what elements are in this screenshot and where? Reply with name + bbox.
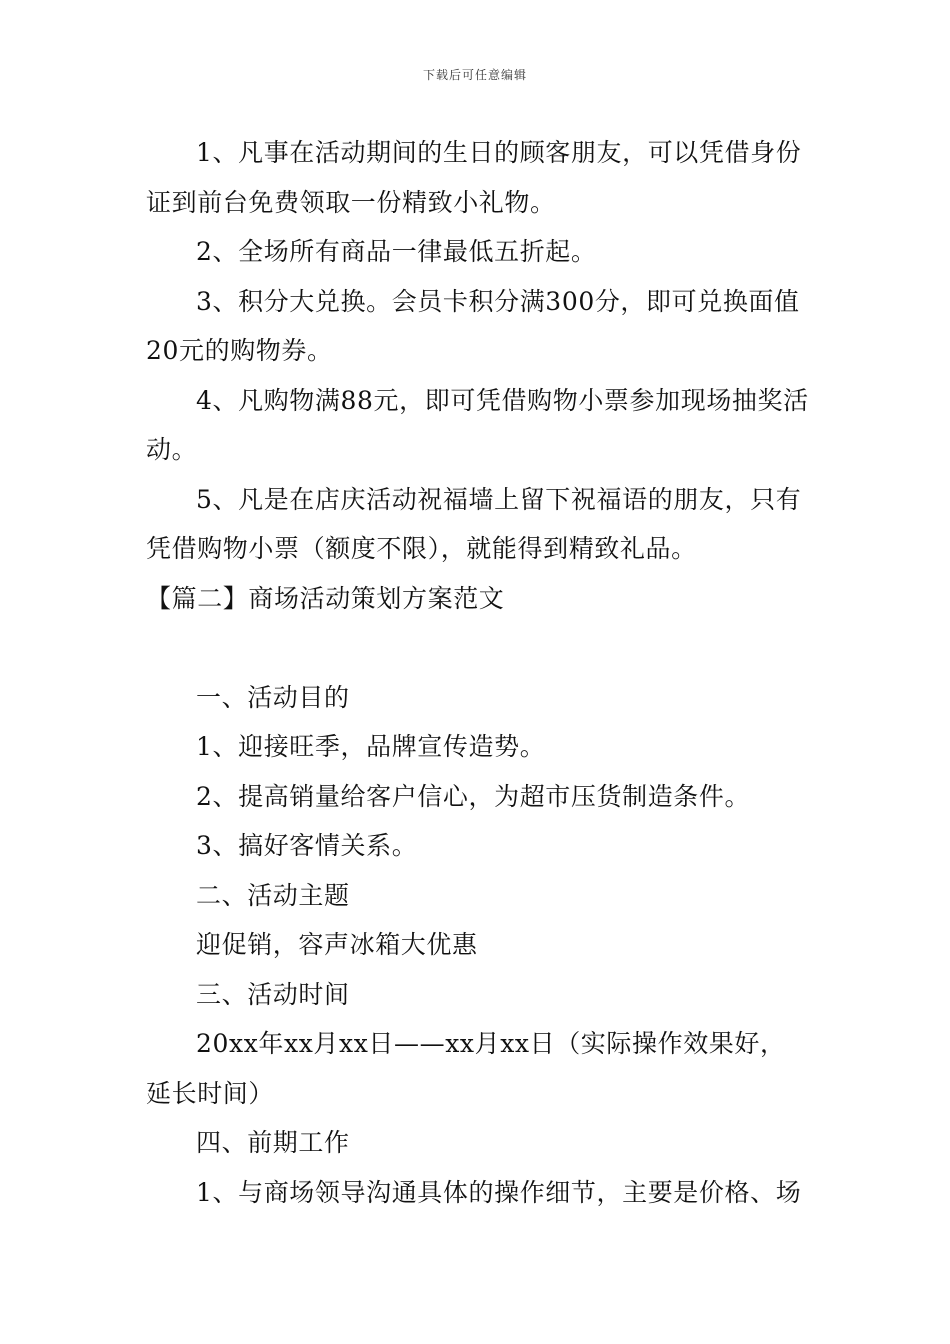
section-heading: 【篇二】商场活动策划方案范文 — [146, 583, 505, 613]
subsection-heading: 二、活动主题 — [196, 880, 350, 910]
paragraph-line: 3、搞好客情关系。 — [196, 831, 418, 860]
paragraph-line: 证到前台免费领取一份精致小礼物。 — [146, 187, 556, 217]
subsection-heading: 四、前期工作 — [196, 1128, 350, 1157]
page-header: 下载后可任意编辑 — [422, 68, 527, 82]
paragraph-line: 2、提高销量给客户信心，为超市压货制造条件。 — [196, 781, 751, 811]
paragraph-line: 1、迎接旺季，品牌宣传造势。 — [196, 732, 546, 761]
paragraph-line: 1、凡事在活动期间的生日的顾客朋友，可以凭借身份 — [196, 138, 802, 167]
paragraph-line: 4、凡购物满88元，即可凭借购物小票参加现场抽奖活 — [196, 385, 809, 415]
subsection-heading: 一、活动目的 — [196, 682, 350, 712]
paragraph-line: 5、凡是在店庆活动祝福墙上留下祝福语的朋友，只有 — [196, 484, 802, 514]
paragraph-line: 动。 — [146, 435, 198, 464]
paragraph-line: 3、积分大兑换。会员卡积分满300分，即可兑换面值 — [196, 286, 800, 316]
paragraph-line: 20xx年xx月xx日——xx月xx日（实际操作效果好， — [196, 1029, 786, 1058]
paragraph-line: 1、与商场领导沟通具体的操作细节，主要是价格、场 — [196, 1177, 802, 1207]
paragraph-line: 20元的购物券。 — [146, 336, 333, 365]
subsection-heading: 三、活动时间 — [196, 979, 350, 1009]
document-body — [146, 128, 810, 1217]
paragraph-line: 迎促销，容声冰箱大优惠 — [196, 930, 478, 959]
paragraph-line: 延长时间） — [146, 1078, 275, 1108]
paragraph-line: 凭借购物小票（额度不限），就能得到精致礼品。 — [146, 534, 697, 563]
blank-line — [146, 623, 810, 673]
paragraph-line: 2、全场所有商品一律最低五折起。 — [196, 237, 597, 266]
